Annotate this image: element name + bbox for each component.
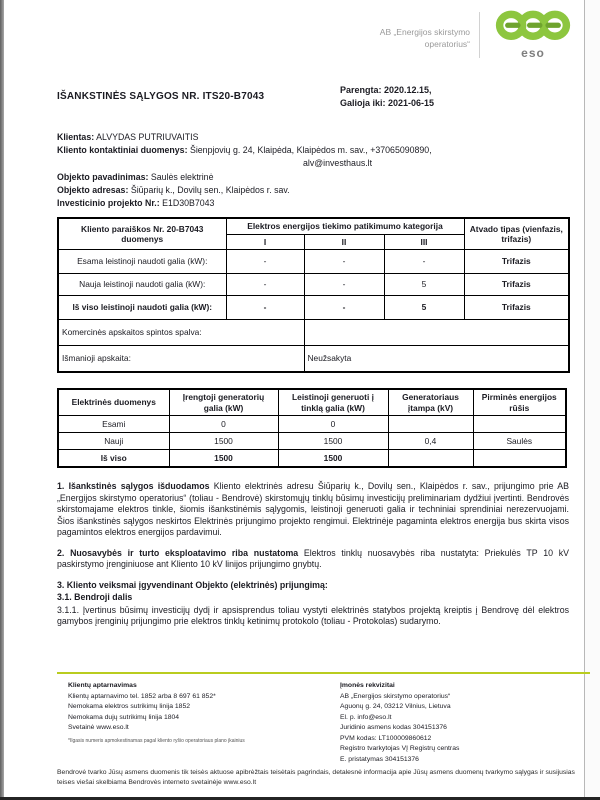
header-primary-energy: Pirminės energijos rūšis [473, 389, 566, 416]
feed-type-header-cell: Atvado tipas (vienfazis, trifazis) [464, 218, 569, 250]
table-header-row [58, 389, 566, 416]
eso-logo-wordmark: eso [521, 46, 545, 60]
footer-line: Registro tvarkytojas VĮ Registrų centras [340, 745, 460, 753]
object-address-line [57, 184, 587, 197]
footer-line: E. pristatymas 304151376 [340, 755, 419, 763]
section-3-1-heading: 3.1. Bendroji dalis [57, 592, 133, 603]
row-value: Neužsakyta [304, 346, 569, 372]
object-address-label: Objekto adresas: [57, 184, 129, 195]
header-generator-voltage: Generatoriaus įtampa (kV) [388, 389, 473, 416]
row-value [304, 320, 569, 346]
client-contacts-value: Šienpjovių g. 24, Klaipėda, Klaipėdos m. sav., +37065090890, [187, 145, 432, 156]
header-plant-data: Elektrinės duomenys [58, 389, 169, 416]
document-title: IŠANKSTINĖS SĄLYGOS NR. ITS20-B7043 [57, 91, 265, 102]
client-name-value: ALVYDAS PUTRIUVAITIS [94, 132, 199, 142]
cell-allowed: 1500 [278, 450, 388, 467]
logo-divider [479, 12, 480, 58]
scan-edge-left [0, 0, 4, 800]
privacy-note: Bendrovė tvarko Jūsų asmens duomenis tik teisės aktuose apibrėžtais teisėtais pagrindais, detalesnė informacija apie Jūsų asmens duomenų tvarkymo sąlygas ir susijusias teises viešai skelbiama Bendrovės interneto svetainėje www.eso.lt [57, 769, 575, 787]
investment-project-value: E1D30B7043 [159, 197, 215, 208]
cell-voltage [388, 450, 473, 467]
cell-installed: 0 [169, 416, 278, 433]
table-row [58, 274, 569, 296]
category-ii-header: II [304, 234, 384, 250]
footer-line: Klientų aptarnavimo tel. 1852 arba 8 697 61 852* [68, 692, 216, 700]
row-label: Iš viso [58, 450, 169, 467]
object-name-line [57, 171, 587, 184]
row-label: Iš viso leistinoji naudoti galia (kW): [58, 296, 226, 320]
footer-right-title: Įmonės rekvizitai [340, 682, 395, 689]
scan-edge-right-line [584, 0, 585, 800]
cell-i: - [226, 274, 304, 296]
footer-line: Nemokama dujų sutrikimų linija 1804 [68, 713, 180, 721]
footer-line: Juridinio asmens kodas 304151376 [340, 724, 447, 732]
cell-energy-type: Saulės [473, 433, 566, 450]
cell-ii: - [304, 250, 384, 274]
paragraph-2-lead: 2. Nuosavybės ir turto eksploatavimo riba nustatoma [57, 547, 299, 558]
cell-iii: - [384, 250, 464, 274]
object-name-value: Saulės elektrinė [148, 171, 214, 182]
table-row [58, 250, 569, 274]
cell-installed: 1500 [169, 450, 278, 467]
client-name-line [57, 131, 587, 144]
footer-asterisk-note: *Ilgasis numeris apmokestinamas pagal kliento ryšio operatoriaus plano įkainius [68, 737, 245, 744]
cell-energy-type [473, 450, 566, 467]
row-label: Nauji [58, 433, 169, 450]
table-header-row [58, 218, 569, 234]
section-3-heading: 3. Kliento veiksmai įgyvendinant Objekto (elektrinės) prijungimą: [57, 579, 328, 590]
row-label: Esama leistinoji naudoti galia (kW): [58, 250, 226, 274]
footer-company-details [340, 681, 580, 765]
table-row-total [58, 296, 569, 320]
row-label: Nauja leistinoji naudoti galia (kW): [58, 274, 226, 296]
cell-feed-type: Trifazis [464, 250, 569, 274]
footer-line: AB „Energijos skirstymo operatorius“ [340, 692, 451, 700]
paragraph-2 [57, 548, 569, 571]
footer-customer-service [68, 681, 318, 745]
request-data-table [57, 217, 570, 373]
cell-voltage: 0,4 [388, 433, 473, 450]
cell-feed-type: Trifazis [464, 296, 569, 320]
scan-edge-right-area [585, 0, 600, 800]
footer-line: Nemokama elektros sutrikimų linija 1852 [68, 703, 191, 711]
client-name-label: Klientas: [57, 132, 95, 142]
footer-divider [57, 672, 590, 674]
row-label: Komercinės apskaitos spintos spalva: [58, 320, 304, 346]
cell-energy-type [473, 416, 566, 433]
investment-project-label: Investicinio projekto Nr.: [57, 197, 160, 208]
cell-allowed: 0 [278, 416, 388, 433]
table-row [58, 416, 566, 433]
eso-logo-icon [492, 7, 574, 47]
eso-logo [492, 7, 574, 60]
footer-line: El. p. info@eso.lt [340, 713, 392, 721]
object-address-value: Šiūparių k., Dovilų sen., Klaipėdos r. sav. [128, 184, 290, 195]
client-email: alv@investhaus.lt [303, 158, 373, 169]
corner-header-cell: Kliento paraiškos Nr. 20-B7043 duomenys [58, 218, 226, 250]
category-group-header-cell: Elektros energijos tiekimo patikimumo kategorija [226, 218, 464, 234]
paragraph-3-1-1: 3.1.1. Įvertinus būsimų investicijų dydį ir apsisprendus toliau vystyti elektrinės statybos projektą kreiptis į Bendrovę dėl elektros gamybos įrenginių prijungimo prie elektros tinklų ketinimų protokolo (toliau - Protokolas) sudarymo. [57, 604, 569, 627]
valid-until-date: Galioja iki: 2021-06-15 [340, 98, 435, 109]
investment-project-line [57, 197, 587, 210]
cell-allowed: 1500 [278, 433, 388, 450]
table-row-cabinet-color [58, 320, 569, 346]
company-name: AB „Energijos skirstymo operatorius“ [379, 27, 470, 49]
row-label: Esami [58, 416, 169, 433]
cell-installed: 1500 [169, 433, 278, 450]
conditions-text-block [57, 481, 569, 637]
cell-feed-type: Trifazis [464, 274, 569, 296]
document-dates [340, 84, 434, 110]
cell-iii: 5 [384, 296, 464, 320]
power-plant-data-table [57, 388, 567, 468]
table-row-smart-metering [58, 346, 569, 372]
client-contacts-line [57, 144, 587, 157]
cell-ii: - [304, 296, 384, 320]
footer-left-title: Klientų aptarnavimas [68, 682, 137, 689]
footer-line: Aguonų g. 24, 03212 Vilnius, Lietuva [340, 703, 451, 711]
footer-line: Svetainė www.eso.lt [68, 724, 129, 732]
cell-i: - [226, 250, 304, 274]
header-allowed-generation: Leistinoji generuoti į tinklą galia (kW) [278, 389, 388, 416]
category-iii-header: III [384, 234, 464, 250]
category-i-header: I [226, 234, 304, 250]
client-contacts-label: Kliento kontaktiniai duomenys: [57, 145, 188, 156]
paragraph-1 [57, 481, 569, 539]
paragraph-2-text: Elektros tinklų nuosavybės riba nustatyta: Priekulės TP 10 kV paskirstymo įrenginiuose ant Kliento 10 kV linijos prijungimo gnybtų. [57, 547, 569, 570]
paragraph-1-lead: 1. Išankstinės sąlygos išduodamos [57, 481, 210, 491]
prepared-date: Parengta: 2020.12.15, [340, 85, 432, 95]
client-info-block [57, 131, 587, 210]
row-label: Išmanioji apskaita: [58, 346, 304, 372]
table-row-total [58, 450, 566, 467]
cell-ii: - [304, 274, 384, 296]
cell-i: - [226, 296, 304, 320]
table-row [58, 433, 566, 450]
paragraph-1-text: Kliento elektrinės adresu Šiūparių k., Dovilų sen., Klaipėdos r. sav., prijungimo prie AB „Energijos skirstymo operatorius“ (toliau - Bendrovė) skirstomųjų tinklų būsimų investicijų preliminariam dydžiui įvertinti. Bendrovės skirstomajame elektros tinkle, šiomis išankstinėmis sąlygomis, leistinoji generuoti galia ir techniniai sprendiniai nerezervuojami. Šios išankstinės sąlygos neskirtos Elektrinės prijungimo projekto rengimui. Elektrinėje pagaminta elektros energija bus skirta visos pagamintos elektros energijos pardavimui. [57, 481, 569, 538]
header-installed-power: Įrengtoji generatorių galia (kW) [169, 389, 278, 416]
object-name-label: Objekto pavadinimas: [57, 171, 149, 182]
cell-iii: 5 [384, 274, 464, 296]
footer-line: PVM kodas: LT100009860612 [340, 734, 432, 742]
cell-voltage [388, 416, 473, 433]
